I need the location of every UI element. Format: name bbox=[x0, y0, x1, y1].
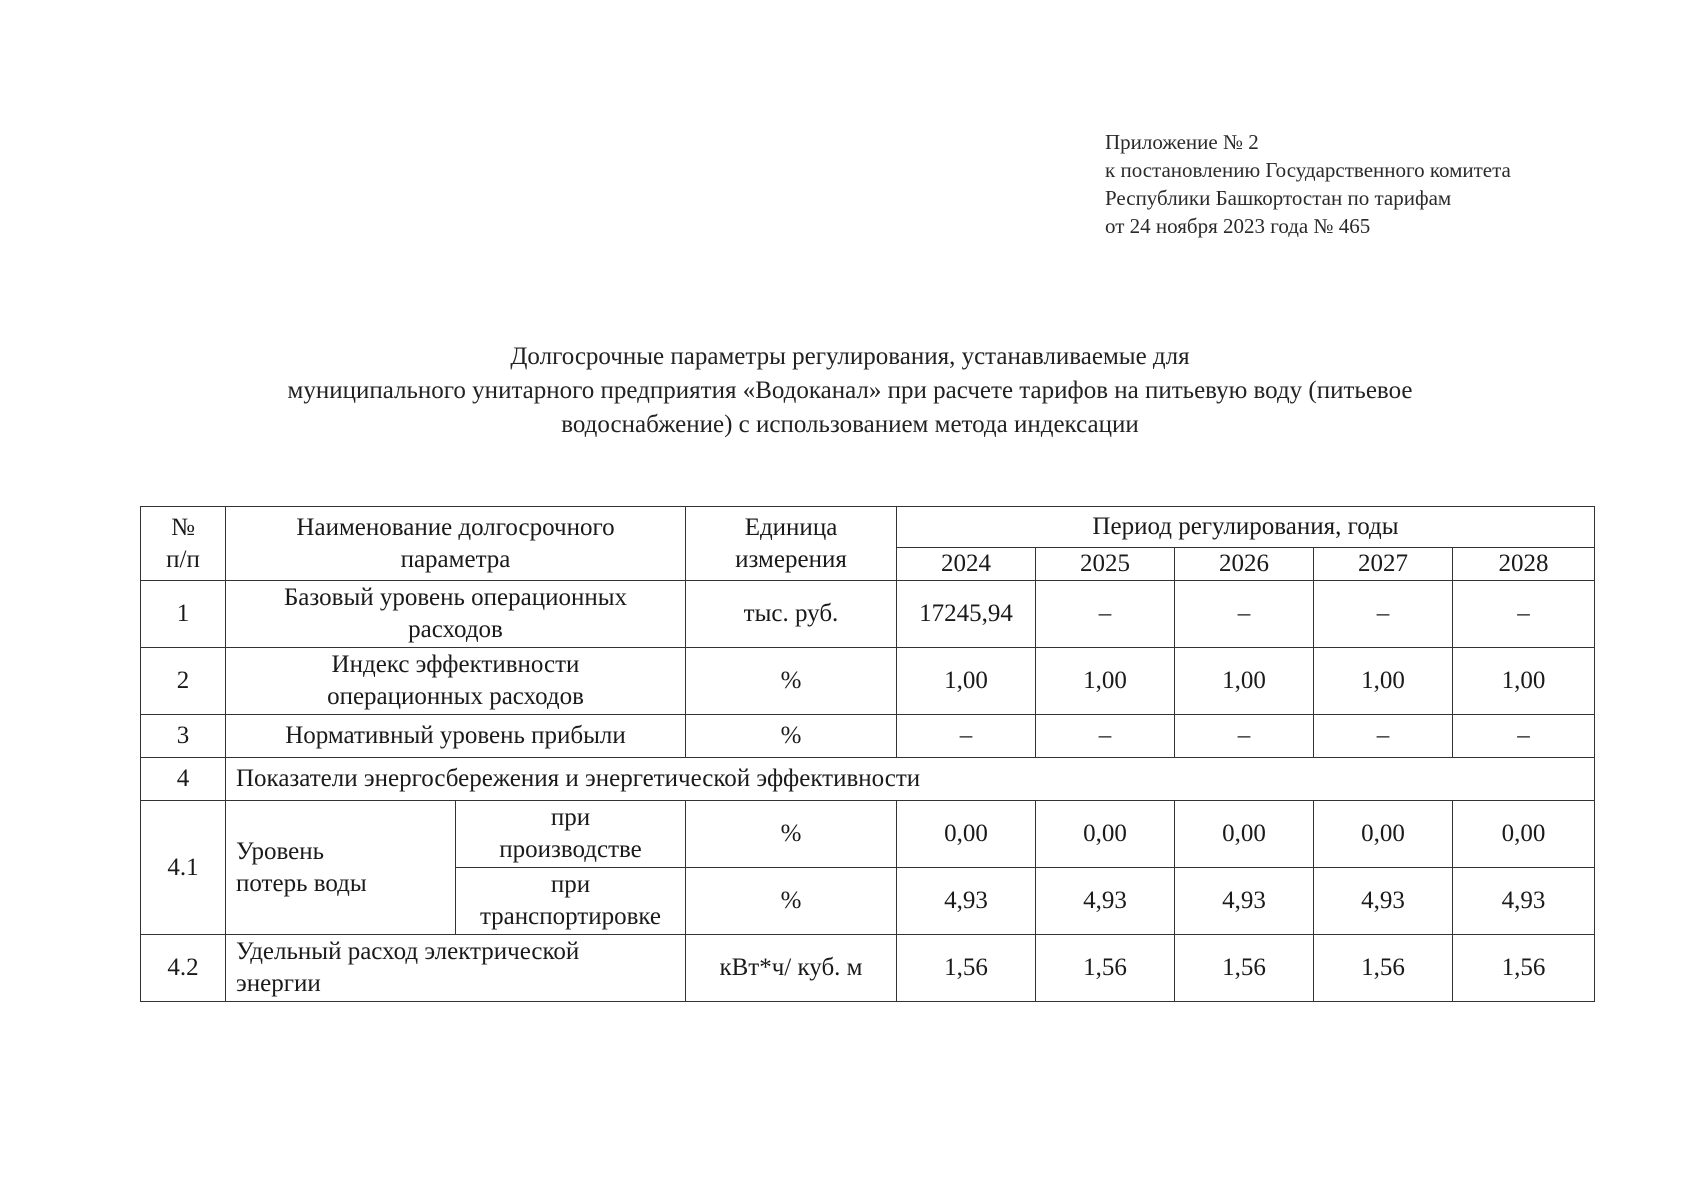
row-value: 1,56 bbox=[1175, 935, 1314, 1002]
row-num: 1 bbox=[141, 581, 226, 648]
row-value: 1,00 bbox=[1453, 648, 1595, 715]
title-line-3: водоснабжение) с использованием метода индексации bbox=[561, 411, 1139, 438]
document-title bbox=[150, 340, 1550, 442]
row-param-name: Нормативный уровень прибыли bbox=[226, 715, 686, 758]
row-value: 1,56 bbox=[1036, 935, 1175, 1002]
row-value: 0,00 bbox=[1036, 801, 1175, 868]
appendix-authority: Республики Башкортостан по тарифам bbox=[1105, 186, 1452, 210]
row-num: 3 bbox=[141, 715, 226, 758]
header-year: 2028 bbox=[1453, 548, 1595, 581]
row-sub-label: при производстве bbox=[456, 801, 686, 868]
row-param-name: Удельный расход электрической энергии bbox=[226, 935, 686, 1002]
header-year: 2026 bbox=[1175, 548, 1314, 581]
row-param-name: Уровень потерь воды bbox=[226, 801, 456, 935]
row-unit: тыс. руб. bbox=[686, 581, 897, 648]
header-param-name: Наименование долгосрочного параметра bbox=[226, 507, 686, 581]
row-param-name: Индекс эффективности операционных расходов bbox=[226, 648, 686, 715]
header-year: 2027 bbox=[1314, 548, 1453, 581]
row-value: 0,00 bbox=[1453, 801, 1595, 868]
row-value: – bbox=[1036, 581, 1175, 648]
row-value: 4,93 bbox=[897, 868, 1036, 935]
row-value: 4,93 bbox=[1175, 868, 1314, 935]
row-unit: % bbox=[686, 715, 897, 758]
appendix-header bbox=[1105, 128, 1511, 240]
row-value: 4,93 bbox=[1314, 868, 1453, 935]
row-value: – bbox=[897, 715, 1036, 758]
header-year: 2024 bbox=[897, 548, 1036, 581]
row-value: 0,00 bbox=[897, 801, 1036, 868]
parameters-table bbox=[140, 506, 1595, 1002]
row-value: – bbox=[1453, 581, 1595, 648]
header-year: 2025 bbox=[1036, 548, 1175, 581]
header-num: № п/п bbox=[141, 507, 226, 581]
row-value: – bbox=[1314, 715, 1453, 758]
row-value: 17245,94 bbox=[897, 581, 1036, 648]
row-num: 4.1 bbox=[141, 801, 226, 935]
table-row bbox=[141, 801, 1595, 868]
row-value: 1,00 bbox=[1175, 648, 1314, 715]
row-value: – bbox=[1036, 715, 1175, 758]
row-param-name: Базовый уровень операционных расходов bbox=[226, 581, 686, 648]
row-value: – bbox=[1175, 715, 1314, 758]
header-unit: Единица измерения bbox=[686, 507, 897, 581]
row-unit: % bbox=[686, 801, 897, 868]
row-num: 4.2 bbox=[141, 935, 226, 1002]
section-name: Показатели энергосбережения и энергетической эффективности bbox=[226, 758, 1595, 801]
appendix-date: от 24 ноября 2023 года № 465 bbox=[1105, 214, 1371, 238]
title-line-2: муниципального унитарного предприятия «Водоканал» при расчете тарифов на питьевую воду (питьевое bbox=[287, 377, 1413, 404]
row-unit: кВт*ч/ куб. м bbox=[686, 935, 897, 1002]
appendix-number: Приложение № 2 bbox=[1105, 130, 1259, 154]
row-value: 4,93 bbox=[1036, 868, 1175, 935]
table-row bbox=[141, 935, 1595, 1002]
row-value: 1,00 bbox=[1036, 648, 1175, 715]
row-unit: % bbox=[686, 868, 897, 935]
table-row bbox=[141, 648, 1595, 715]
header-period: Период регулирования, годы bbox=[897, 507, 1595, 548]
appendix-reference: к постановлению Государственного комитета bbox=[1105, 158, 1511, 182]
table-row bbox=[141, 581, 1595, 648]
row-num: 4 bbox=[141, 758, 226, 801]
row-value: – bbox=[1314, 581, 1453, 648]
row-value: 0,00 bbox=[1314, 801, 1453, 868]
row-unit: % bbox=[686, 648, 897, 715]
title-line-1: Долгосрочные параметры регулирования, устанавливаемые для bbox=[510, 343, 1190, 370]
row-value: 0,00 bbox=[1175, 801, 1314, 868]
table-row-section bbox=[141, 758, 1595, 801]
row-value: 1,00 bbox=[1314, 648, 1453, 715]
row-value: 1,56 bbox=[1314, 935, 1453, 1002]
table-header-row bbox=[141, 507, 1595, 548]
row-value: – bbox=[1453, 715, 1595, 758]
row-value: – bbox=[1175, 581, 1314, 648]
row-value: 4,93 bbox=[1453, 868, 1595, 935]
row-value: 1,56 bbox=[1453, 935, 1595, 1002]
table-row bbox=[141, 715, 1595, 758]
row-value: 1,00 bbox=[897, 648, 1036, 715]
row-num: 2 bbox=[141, 648, 226, 715]
row-sub-label: при транспортировке bbox=[456, 868, 686, 935]
row-value: 1,56 bbox=[897, 935, 1036, 1002]
